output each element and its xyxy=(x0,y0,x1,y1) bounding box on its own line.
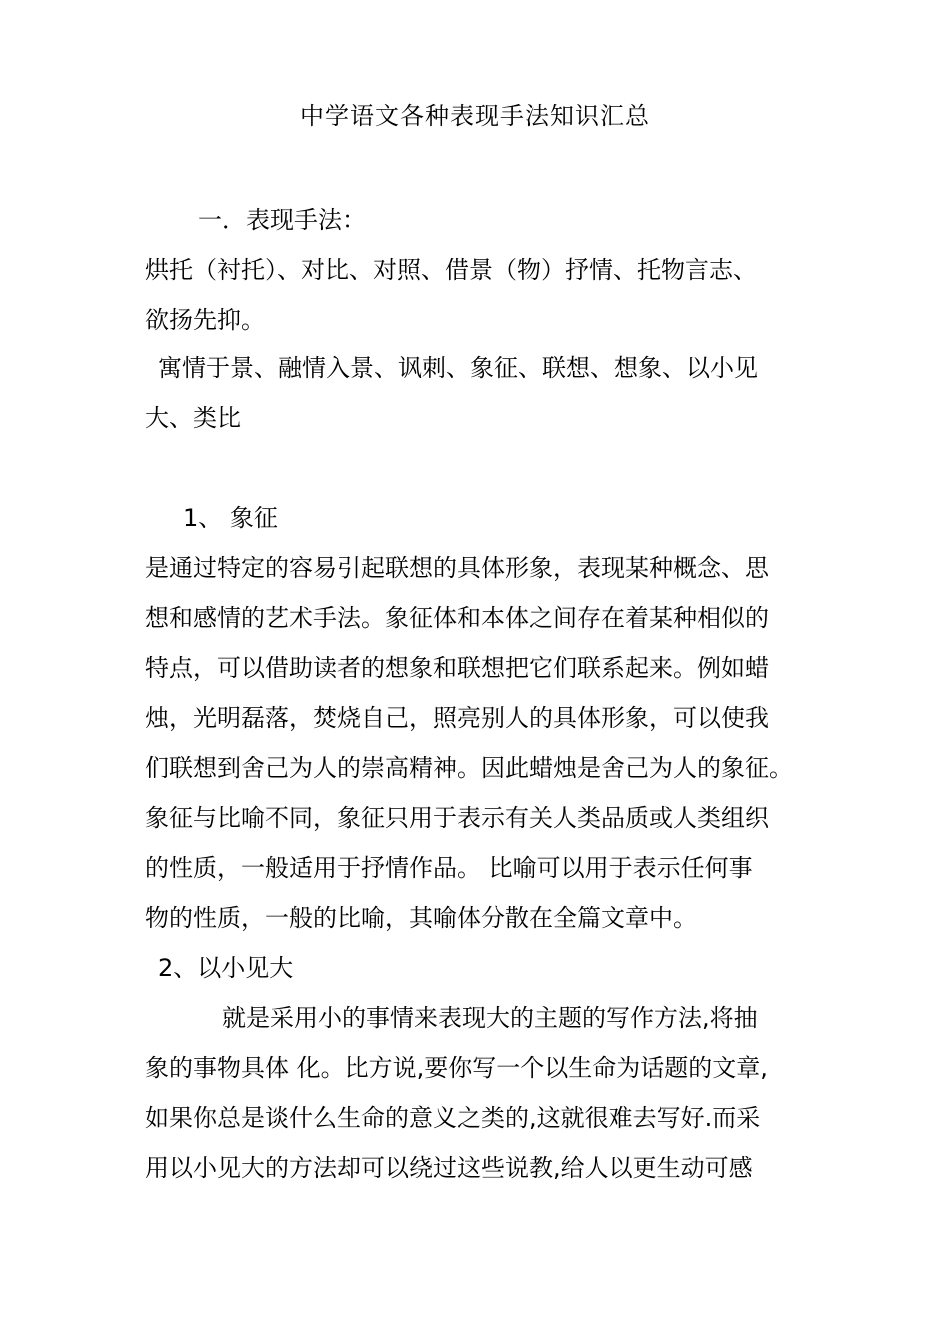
subsection-heading: 1、 象征 xyxy=(183,504,278,532)
section-heading: 一．表现手法： xyxy=(198,206,366,234)
paragraph-line: 大、类比 xyxy=(145,404,241,432)
paragraph-line: 物的性质，一般的比喻，其喻体分散在全篇文章中。 xyxy=(145,904,697,932)
paragraph-line: 烛，光明磊落，焚烧自己，照亮别人的具体形象，可以使我 xyxy=(145,704,769,732)
paragraph-line: 欲扬先抑。 xyxy=(145,306,265,334)
paragraph-line: 是通过特定的容易引起联想的具体形象，表现某种概念、思 xyxy=(145,554,769,582)
paragraph-line: 象征与比喻不同，象征只用于表示有关人类品质或人类组织 xyxy=(145,804,769,832)
paragraph-line: 想和感情的艺术手法。象征体和本体之间存在着某种相似的 xyxy=(145,604,769,632)
paragraph-line: 烘托（衬托）、对比、对照、借景（物）抒情、托物言志、 xyxy=(145,256,757,284)
paragraph-line: 象的事物具体 化。比方说,要你写一个以生命为话题的文章, xyxy=(145,1054,768,1082)
paragraph-line: 用以小见大的方法却可以绕过这些说教,给人以更生动可感 xyxy=(145,1154,753,1182)
paragraph-line: 就是采用小的事情来表现大的主题的写作方法,将抽 xyxy=(222,1004,758,1032)
document-title: 中学语文各种表现手法知识汇总 xyxy=(300,102,650,130)
paragraph-line: 如果你总是谈什么生命的意义之类的,这就很难去写好.而采 xyxy=(145,1104,761,1132)
subsection-heading: 2、以小见大 xyxy=(158,954,294,982)
paragraph-line: 的性质，一般适用于抒情作品。 比喻可以用于表示任何事 xyxy=(145,854,753,882)
paragraph-line: 寓情于景、融情入景、讽刺、象征、联想、想象、以小见 xyxy=(158,354,758,382)
paragraph-line: 特点，可以借助读者的想象和联想把它们联系起来。例如蜡 xyxy=(145,654,769,682)
paragraph-line: 们联想到舍己为人的崇高精神。因此蜡烛是舍己为人的象征。 xyxy=(145,754,793,782)
